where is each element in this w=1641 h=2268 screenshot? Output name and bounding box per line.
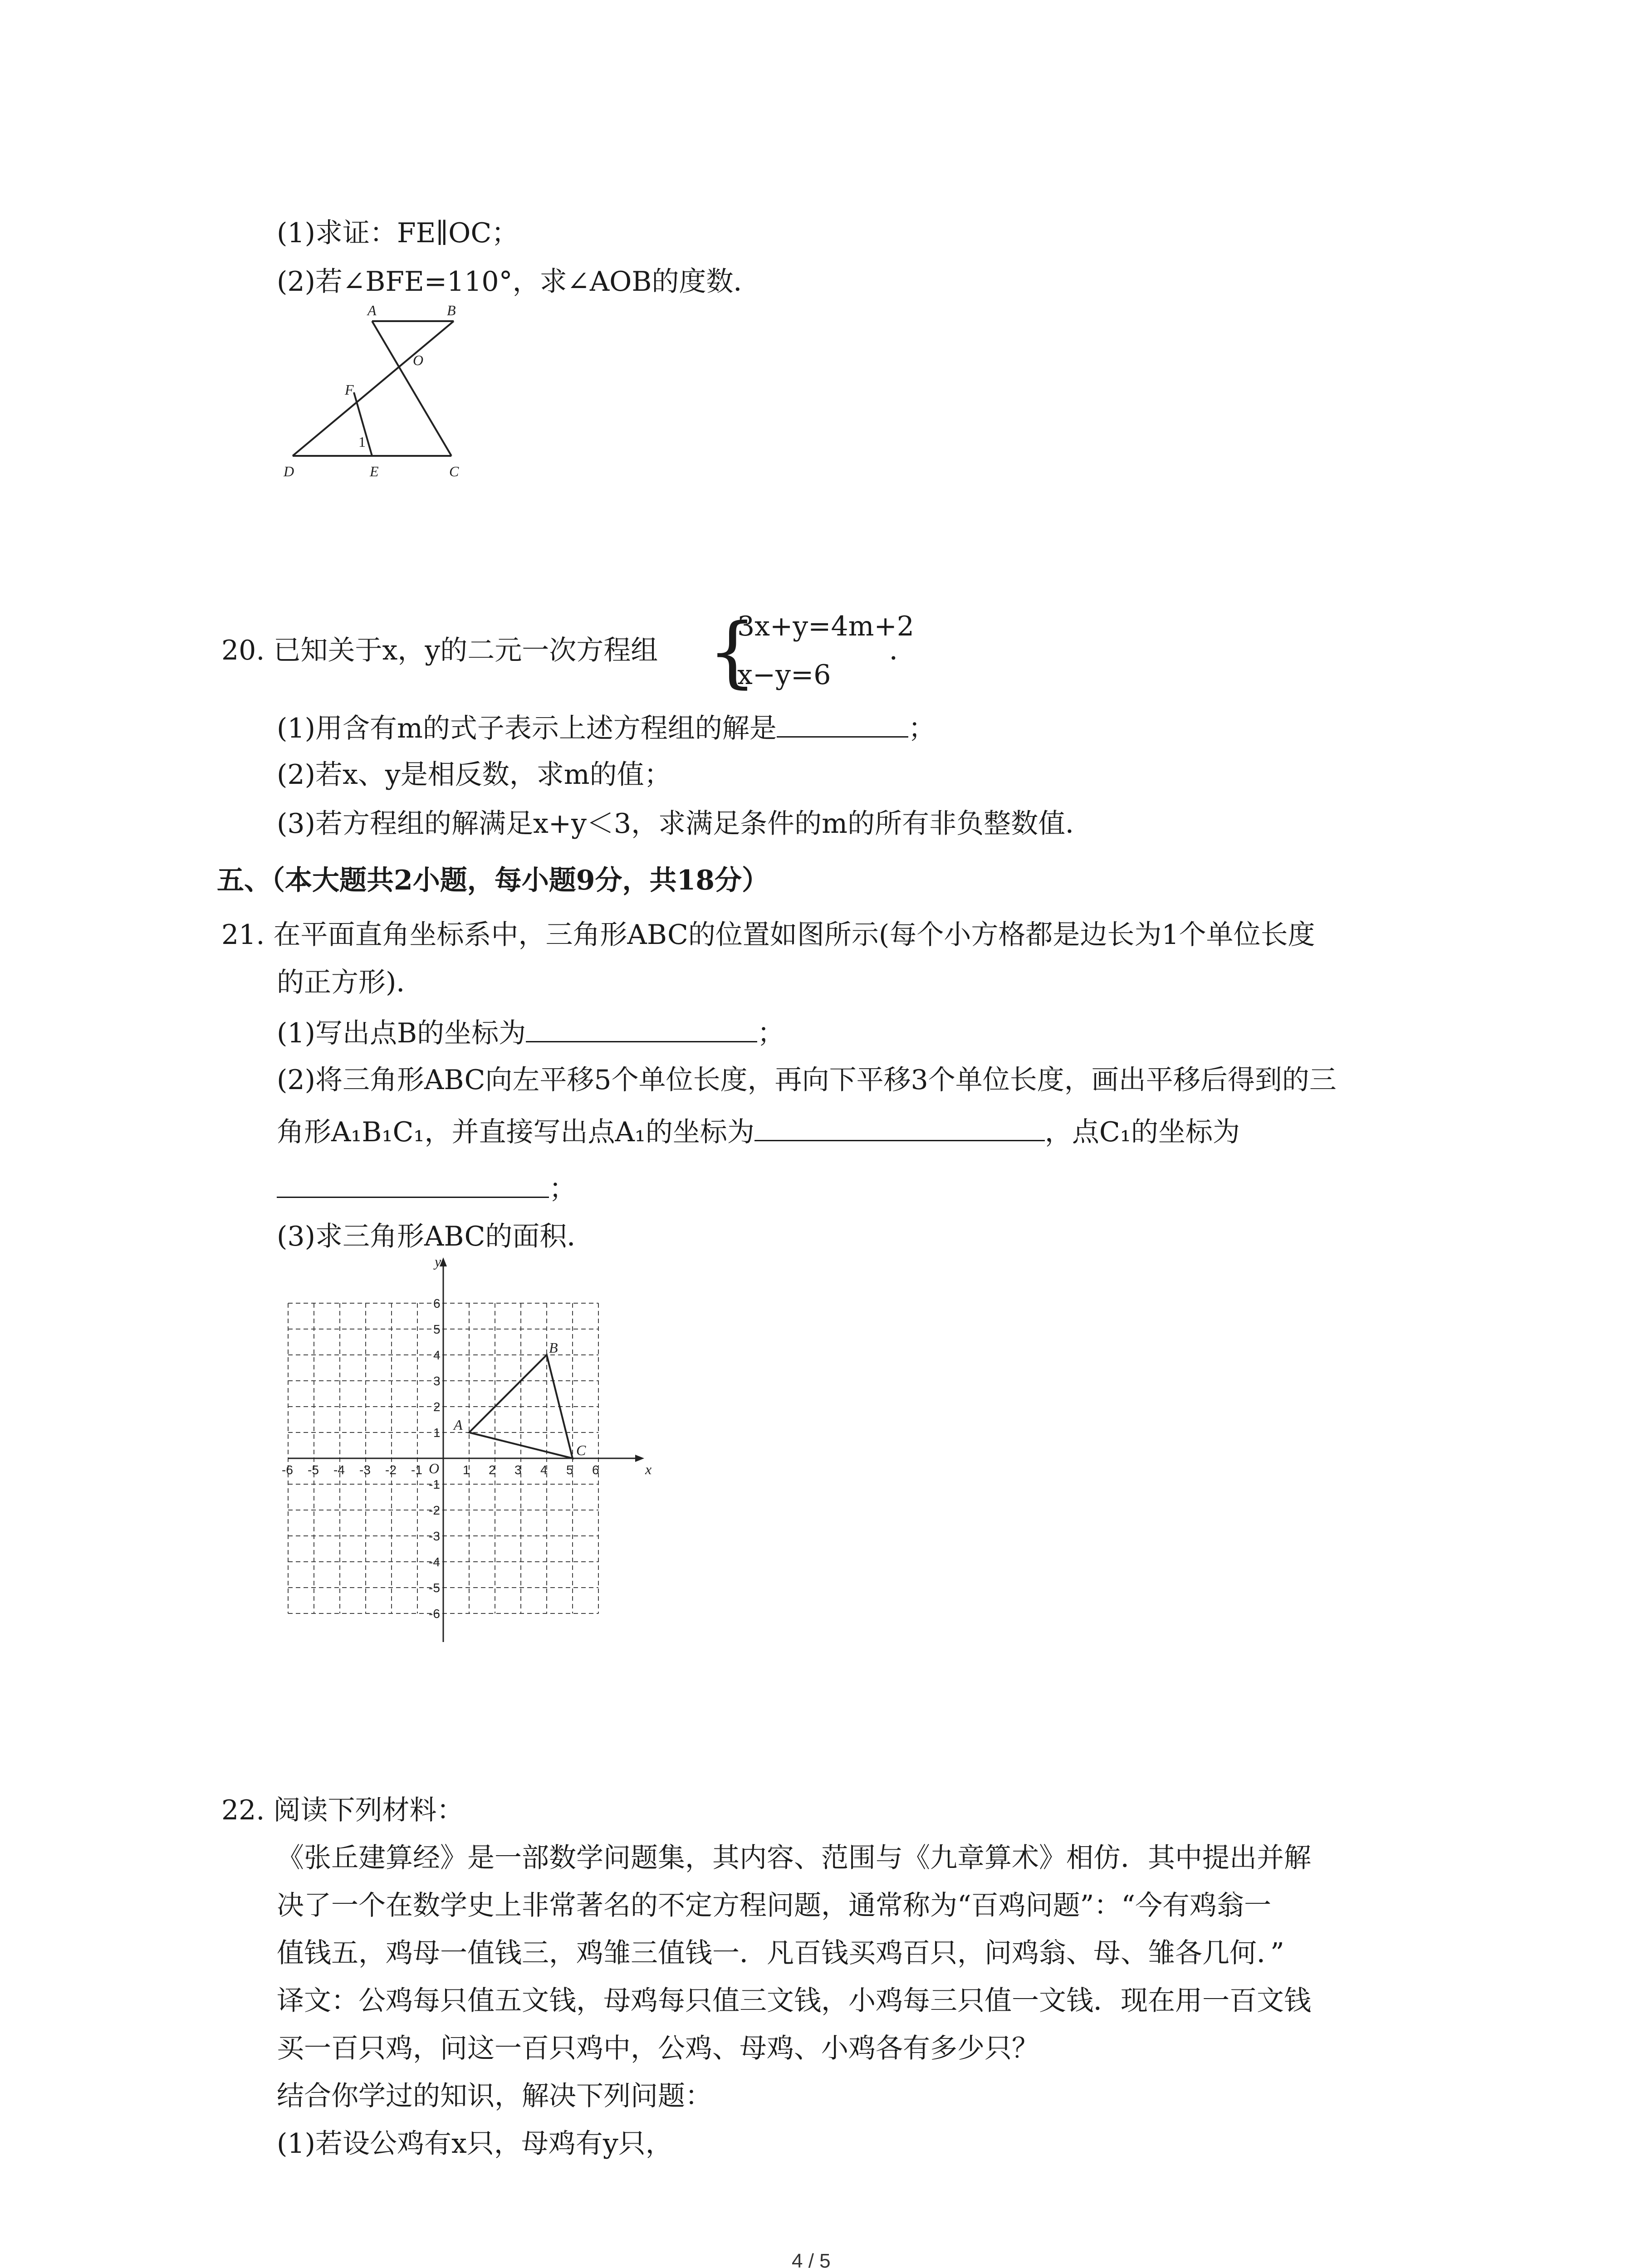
q20-equation-1: 3x+y=4m+2 <box>737 611 914 642</box>
x-tick-label: 2 <box>489 1463 496 1477</box>
point-b-label: B <box>549 1339 558 1356</box>
y-tick-label: 2 <box>433 1400 441 1414</box>
q22-para-line4: 译文：公鸡每只值五文钱，母鸡每只值三文钱，小鸡每三只值一文钱．现在用一百文钱 <box>277 1985 1311 2017</box>
x-tick-label: -3 <box>359 1463 371 1477</box>
q22-para-line1: 《张丘建算经》是一部数学问题集，其内容、范围与《九章算术》相仿．其中提出并解 <box>277 1842 1311 1874</box>
fig-label-c: C <box>449 463 459 479</box>
x-tick-label: 1 <box>463 1463 470 1477</box>
y-tick-label: 4 <box>433 1348 441 1362</box>
x-tick-label: 6 <box>592 1463 599 1477</box>
q20-system-brace: { <box>708 607 757 697</box>
y-tick-label: 1 <box>433 1426 441 1440</box>
q21-c1-answer-blank[interactable] <box>277 1170 549 1198</box>
y-tick-label: 5 <box>433 1322 441 1336</box>
q20-stem-text: 20. 已知关于x，y的二元一次方程组 <box>221 635 658 666</box>
q19-part2: (2)若∠BFE=110°，求∠AOB的度数． <box>277 266 761 298</box>
x-tick-label: -6 <box>282 1463 293 1477</box>
q22-para-line3: 值钱五，鸡母一值钱三，鸡雏三值钱一．凡百钱买鸡百只，问鸡翁、母、雏各几何．” <box>277 1937 1284 1969</box>
q21-stem-line2: 的正方形)． <box>277 967 424 998</box>
q21-part2-line1: (2)将三角形ABC向左平移5个单位长度，再向下平移3个单位长度，画出平移后得到的三 <box>277 1064 1337 1096</box>
q22-para-line5: 买一百只鸡，问这一百只鸡中，公鸡、母鸡、小鸡各有多少只？ <box>277 2033 1039 2064</box>
y-tick-label: 3 <box>433 1374 441 1388</box>
q19-part1: (1)求证：FE∥OC； <box>277 217 519 249</box>
q21-part1-text: (1)写出点B的坐标为 <box>277 1017 526 1049</box>
q21-stem-line1: 21. 在平面直角坐标系中，三角形ABC的位置如图所示(每个小方格都是边长为1个单位长度 <box>221 919 1315 951</box>
q21-a1-answer-blank[interactable] <box>754 1114 1045 1141</box>
fig-label-d: D <box>284 463 294 479</box>
q21-part3: (3)求三角形ABC的面积． <box>277 1221 594 1252</box>
y-tick-label: -1 <box>429 1477 440 1491</box>
fig-angle-1-label: 1 <box>358 434 366 450</box>
x-tick-label: -1 <box>411 1463 422 1477</box>
y-tick-label: -6 <box>429 1607 440 1621</box>
x-tick-label: 3 <box>514 1463 522 1477</box>
q20-part1 <box>277 710 936 745</box>
q21-part1 <box>277 1015 784 1050</box>
q21-part1-end: ； <box>757 1017 785 1049</box>
x-tick-label: 5 <box>566 1463 573 1477</box>
q22-stem: 22. 阅读下列材料： <box>221 1794 464 1826</box>
y-tick-label: 6 <box>433 1296 441 1310</box>
q21-part2-end: ； <box>549 1173 576 1205</box>
x-tick-label: 4 <box>540 1463 548 1477</box>
point-a-label: A <box>454 1417 463 1433</box>
y-tick-label: -3 <box>429 1529 440 1543</box>
q21-part2-line3 <box>277 1170 576 1205</box>
q20-stem-end: ． <box>889 635 916 666</box>
x-axis-label: x <box>645 1461 652 1477</box>
q20-equation-2: x−y=6 <box>737 659 831 691</box>
x-tick-label: -2 <box>385 1463 397 1477</box>
point-c-label: C <box>576 1442 586 1458</box>
y-tick-label: -4 <box>429 1555 440 1569</box>
q21-part2-c1-text: ，点C₁的坐标为 <box>1044 1116 1240 1148</box>
origin-label: O <box>429 1460 440 1476</box>
fig-label-a: A <box>367 302 377 318</box>
q22-part1: (1)若设公鸡有x只，母鸡有y只， <box>277 2128 673 2160</box>
x-tick-label: -4 <box>333 1463 345 1477</box>
q19-geometry-figure <box>268 295 504 485</box>
q22-para-line2: 决了一个在数学史上非常著名的不定方程问题，通常称为“百鸡问题”：“今有鸡翁一 <box>277 1890 1272 1921</box>
x-tick-label: -5 <box>308 1463 319 1477</box>
y-axis-label: y <box>435 1256 441 1270</box>
section-5-heading: 五、（本大题共2小题，每小题9分，共18分） <box>217 865 769 896</box>
q20-part1-text: (1)用含有m的式子表示上述方程组的解是 <box>277 713 777 744</box>
q20-stem <box>221 634 658 667</box>
y-tick-label: -5 <box>429 1581 440 1595</box>
q20-part1-answer-blank[interactable] <box>777 710 908 738</box>
q21-part2-line2 <box>277 1114 1240 1149</box>
q21-part2-text: 角形A₁B₁C₁，并直接写出点A₁的坐标为 <box>277 1116 754 1148</box>
fig-label-f: F <box>345 381 354 398</box>
fig-label-e: E <box>370 463 379 479</box>
y-tick-label: -2 <box>429 1503 440 1517</box>
q20-part2: (2)若x、y是相反数，求m的值； <box>277 759 671 791</box>
fig-label-o: O <box>413 352 424 368</box>
page-number: 4 / 5 <box>792 2250 831 2268</box>
q20-part3: (3)若方程组的解满足x+y＜3，求满足条件的m的所有非负整数值． <box>277 808 1093 840</box>
q21-coordinate-grid <box>277 1256 653 1642</box>
q21-part1-answer-blank[interactable] <box>526 1015 757 1042</box>
q20-part1-end: ； <box>908 713 936 744</box>
q22-para-line6: 结合你学过的知识，解决下列问题： <box>277 2080 712 2112</box>
fig-label-b: B <box>447 302 456 318</box>
